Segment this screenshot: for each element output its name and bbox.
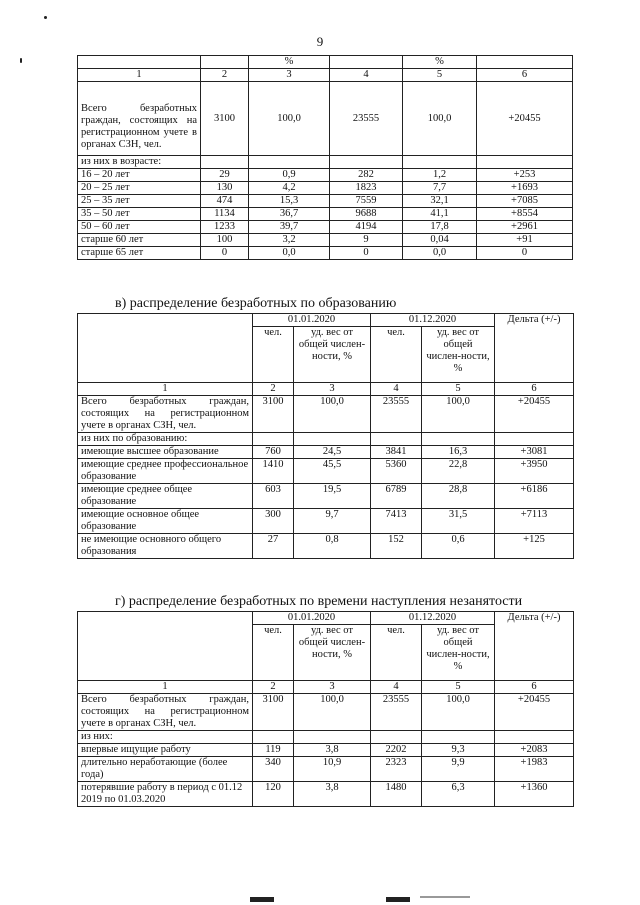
row-value: 1,2	[403, 169, 477, 182]
row-value: 24,5	[294, 446, 371, 459]
row-label: 25 – 35 лет	[78, 195, 201, 208]
delta-header: Дельта (+/-)	[495, 612, 574, 681]
table-header-row	[78, 56, 573, 69]
row-value: 45,5	[294, 459, 371, 484]
row-value: 31,5	[422, 509, 495, 534]
row-value: 36,7	[249, 208, 330, 221]
table-row	[78, 195, 573, 208]
row-value: 130	[201, 182, 249, 195]
row-value: 1823	[330, 182, 403, 195]
row-value: 9,9	[422, 757, 495, 782]
row-value: 17,8	[403, 221, 477, 234]
dates-row	[78, 314, 574, 327]
row-value: 5360	[371, 459, 422, 484]
row-value: 300	[253, 509, 294, 534]
row-label: старше 65 лет	[78, 247, 201, 260]
scan-speck	[44, 16, 47, 19]
table-row	[78, 509, 574, 534]
total-row: Всего безработных граждан, состоящих на регистрационном учете в органах СЗН, чел. 3100 100,0 23555 100,0 +20455	[78, 694, 574, 731]
row-value: +1983	[495, 757, 574, 782]
table-row	[78, 221, 573, 234]
row-value: 2323	[371, 757, 422, 782]
row-value: +7085	[477, 195, 573, 208]
table-row	[78, 182, 573, 195]
row-value: 340	[253, 757, 294, 782]
row-value: 1233	[201, 221, 249, 234]
row-value: 39,7	[249, 221, 330, 234]
row-value: 3,8	[294, 782, 371, 807]
row-label: имеющие среднее профессиональное образование	[78, 459, 253, 484]
row-value: 3,2	[249, 234, 330, 247]
percent-header: %	[249, 56, 330, 69]
scan-speck	[20, 58, 22, 63]
table-row	[78, 169, 573, 182]
total-row: Всего безработных граждан, состоящих на регистрационном учете в органах СЗН, чел. 3100 100,0 23555 100,0 +20455	[78, 82, 573, 156]
row-value: 28,8	[422, 484, 495, 509]
education-distribution-table	[77, 313, 574, 559]
age-distribution-table	[77, 55, 573, 260]
row-value: 6,3	[422, 782, 495, 807]
unemployment-time-table	[77, 611, 574, 807]
subheading: из них в возрасте:	[78, 156, 201, 169]
row-value: +91	[477, 234, 573, 247]
row-value: 32,1	[403, 195, 477, 208]
row-value: 9,3	[422, 744, 495, 757]
row-value: 760	[253, 446, 294, 459]
subheading-row	[78, 433, 574, 446]
row-value: 19,5	[294, 484, 371, 509]
total-label: Всего безработных граждан, состоящих на регистрационном учете в органах СЗН, чел.	[78, 396, 253, 433]
table-row	[78, 484, 574, 509]
row-value: 1410	[253, 459, 294, 484]
column-numbers-row: 1 2 3 4 5 6	[78, 681, 574, 694]
row-label: 16 – 20 лет	[78, 169, 201, 182]
row-value: 0,04	[403, 234, 477, 247]
percent-header: %	[403, 56, 477, 69]
row-value: 152	[371, 534, 422, 559]
row-value: 0,0	[403, 247, 477, 260]
row-value: +1360	[495, 782, 574, 807]
row-value: 0	[201, 247, 249, 260]
row-value: 9	[330, 234, 403, 247]
total-label: Всего безработных граждан, состоящих на регистрационном учете в органах СЗН, чел.	[78, 82, 201, 156]
row-value: 474	[201, 195, 249, 208]
subheader-row: чел. уд. вес от общей числен-ности, % чел. уд. вес от общей числен-ности, %	[78, 327, 574, 383]
dates-row	[78, 612, 574, 625]
row-label: имеющие среднее общее образование	[78, 484, 253, 509]
delta-header: Дельта (+/-)	[495, 314, 574, 383]
row-label: 50 – 60 лет	[78, 221, 201, 234]
row-value: +2083	[495, 744, 574, 757]
row-value: 1480	[371, 782, 422, 807]
row-value: 16,3	[422, 446, 495, 459]
row-value: 1134	[201, 208, 249, 221]
row-value: 3,8	[294, 744, 371, 757]
row-value: 0,6	[422, 534, 495, 559]
row-value: 0	[477, 247, 573, 260]
row-value: 0	[330, 247, 403, 260]
subheading-row	[78, 731, 574, 744]
row-value: 7559	[330, 195, 403, 208]
row-value: 41,1	[403, 208, 477, 221]
row-value: +125	[495, 534, 574, 559]
row-value: 120	[253, 782, 294, 807]
row-value: 9,7	[294, 509, 371, 534]
row-label: 20 – 25 лет	[78, 182, 201, 195]
row-value: 22,8	[422, 459, 495, 484]
row-value: 15,3	[249, 195, 330, 208]
row-label: потерявшие работу в период с 01.12 2019 по 01.03.2020	[78, 782, 253, 807]
row-value: 4194	[330, 221, 403, 234]
row-value: 27	[253, 534, 294, 559]
date-2020-01: 01.01.2020	[253, 314, 371, 327]
column-numbers-row: 1 2 3 4 5 6	[78, 383, 574, 396]
date-2020-01: 01.01.2020	[253, 612, 371, 625]
row-label: старше 60 лет	[78, 234, 201, 247]
row-value: 3841	[371, 446, 422, 459]
row-value: 9688	[330, 208, 403, 221]
table-row	[78, 459, 574, 484]
section-title-education: в) распределение безработных по образованию	[115, 296, 397, 311]
row-value: +8554	[477, 208, 573, 221]
row-value: 119	[253, 744, 294, 757]
row-value: +3950	[495, 459, 574, 484]
subheading: из них по образованию:	[78, 433, 253, 446]
scan-artifact	[386, 897, 410, 902]
row-value: 7,7	[403, 182, 477, 195]
column-numbers-row: 1 2 3 4 5 6	[78, 69, 573, 82]
row-value: 29	[201, 169, 249, 182]
row-value: 0,9	[249, 169, 330, 182]
row-label: имеющие высшее образование	[78, 446, 253, 459]
scan-artifact	[420, 896, 470, 898]
row-value: 603	[253, 484, 294, 509]
total-row: Всего безработных граждан, состоящих на регистрационном учете в органах СЗН, чел. 3100 100,0 23555 100,0 +20455	[78, 396, 574, 433]
row-label: имеющие основное общее образование	[78, 509, 253, 534]
section-title-unemployment-time: г) распределение безработных по времени наступления незанятости	[115, 594, 523, 609]
row-value: 4,2	[249, 182, 330, 195]
row-label: 35 – 50 лет	[78, 208, 201, 221]
row-value: 100	[201, 234, 249, 247]
row-value: 0,0	[249, 247, 330, 260]
row-value: +253	[477, 169, 573, 182]
table-row	[78, 446, 574, 459]
row-value: 0,8	[294, 534, 371, 559]
scan-artifact	[250, 897, 274, 902]
subheader-row: чел. уд. вес от общей числен-ности, % чел. уд. вес от общей числен-ности, %	[78, 625, 574, 681]
row-value: +2961	[477, 221, 573, 234]
row-label: длительно неработающие (более года)	[78, 757, 253, 782]
row-value: +3081	[495, 446, 574, 459]
date-2020-12: 01.12.2020	[371, 314, 495, 327]
table-row	[78, 744, 574, 757]
row-value: +1693	[477, 182, 573, 195]
table-row	[78, 782, 574, 807]
date-2020-12: 01.12.2020	[371, 612, 495, 625]
table-row	[78, 234, 573, 247]
table-row	[78, 757, 574, 782]
row-value: 10,9	[294, 757, 371, 782]
row-value: 6789	[371, 484, 422, 509]
row-value: 2202	[371, 744, 422, 757]
row-value: 7413	[371, 509, 422, 534]
table-row	[78, 247, 573, 260]
subheading: из них:	[78, 731, 253, 744]
row-value: 282	[330, 169, 403, 182]
total-label: Всего безработных граждан, состоящих на регистрационном учете в органах СЗН, чел.	[78, 694, 253, 731]
subheading-row	[78, 156, 573, 169]
row-value: +7113	[495, 509, 574, 534]
row-label: впервые ищущие работу	[78, 744, 253, 757]
page-number: 9	[316, 34, 324, 49]
table-row	[78, 534, 574, 559]
table-row	[78, 208, 573, 221]
row-value: +6186	[495, 484, 574, 509]
row-label: не имеющие основного общего образования	[78, 534, 253, 559]
